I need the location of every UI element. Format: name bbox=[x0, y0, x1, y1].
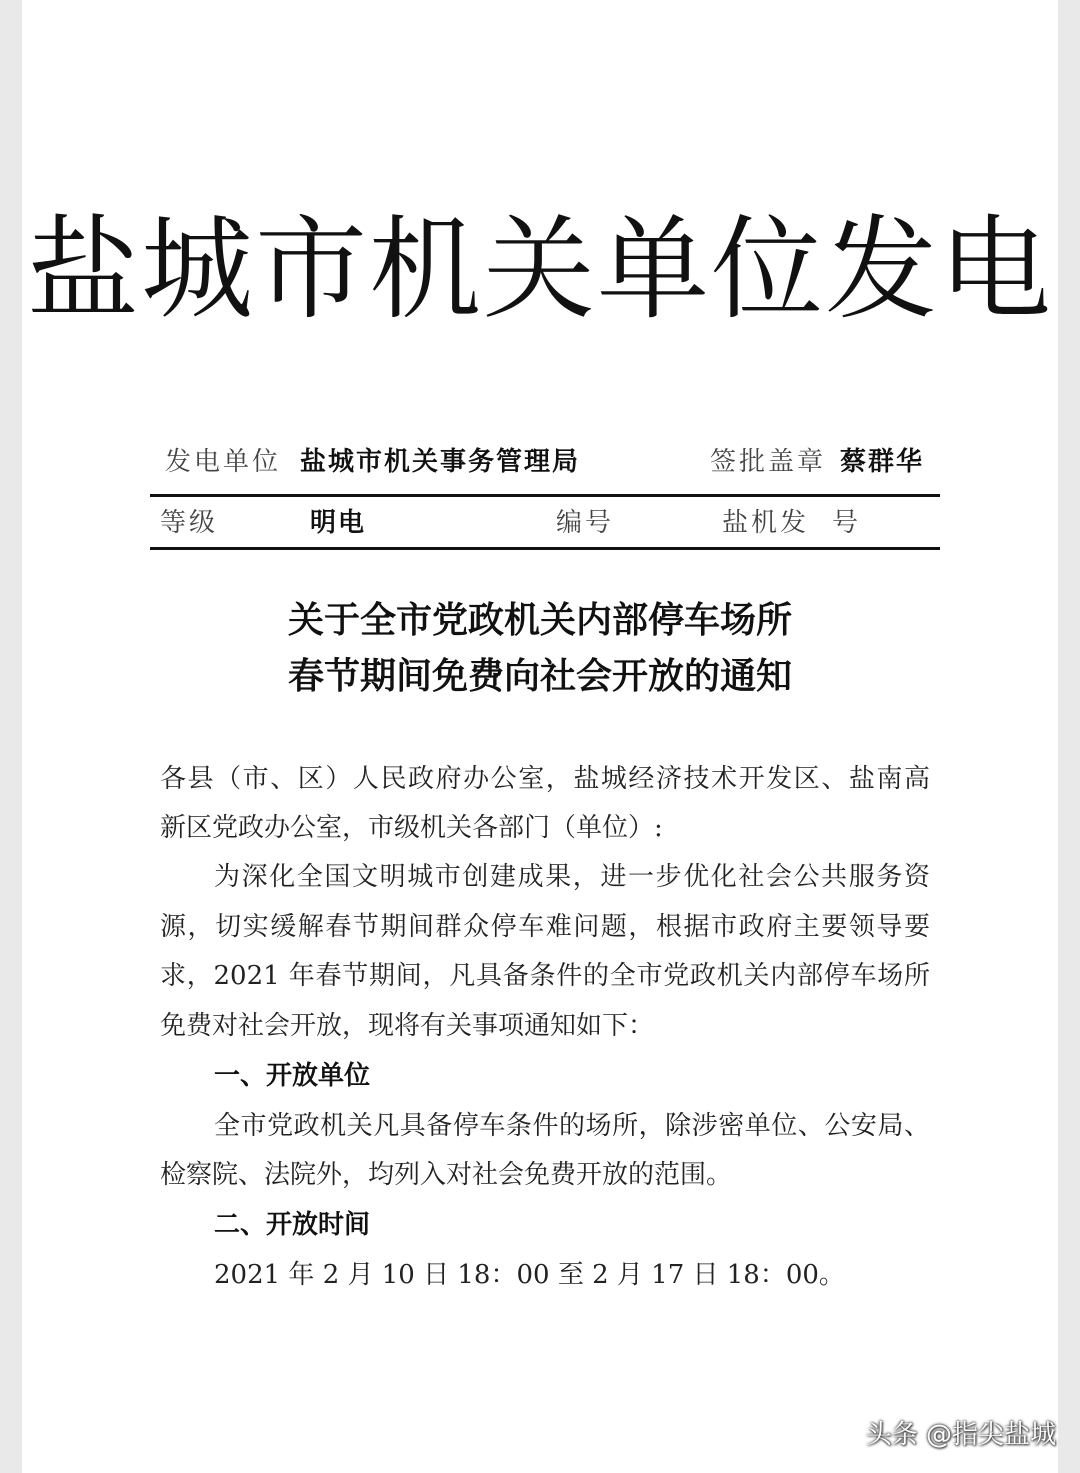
notice-title-line1: 关于全市党政机关内部停车场所 bbox=[287, 599, 792, 641]
paragraph1-line4: 免费对社会开放，现将有关事项通知如下： bbox=[160, 1011, 655, 1041]
header-divider-bottom bbox=[150, 547, 940, 550]
number-value: 盐机发 bbox=[722, 508, 810, 538]
sender-value: 盐城市机关事务管理局 bbox=[300, 447, 581, 477]
grade-value: 明电 bbox=[310, 508, 367, 538]
section2-heading: 二、开放时间 bbox=[214, 1210, 371, 1240]
section2-line1: 2021 年 2 月 10 日 18：00 至 2 月 17 日 18：00。 bbox=[214, 1260, 845, 1290]
number-suffix: 号 bbox=[832, 508, 862, 538]
addressee-line2: 新区党政办公室，市级机关各部门（单位）: bbox=[160, 813, 663, 843]
notice-title-line2: 春节期间免费向社会开放的通知 bbox=[287, 655, 792, 697]
addressee-line1: 各县（市、区）人民政府办公室，盐城经济技术开发区、盐南高 bbox=[160, 764, 930, 794]
telegram-header-title: 盐城市机关单位发电 bbox=[27, 205, 1053, 335]
section1-line2: 检察院、法院外，均列入对社会免费开放的范围。 bbox=[160, 1160, 733, 1190]
signer-label: 签批盖章 bbox=[710, 447, 827, 477]
number-label: 编号 bbox=[556, 508, 615, 538]
grade-row bbox=[150, 497, 940, 549]
grade-label: 等级 bbox=[160, 508, 219, 538]
section1-line1: 全市党政机关凡具备停车条件的场所，除涉密单位、公安局、 bbox=[214, 1111, 930, 1141]
source-watermark: 头条 @指尖盐城 bbox=[865, 1420, 1056, 1450]
signer-value: 蔡群华 bbox=[840, 447, 925, 477]
sender-row bbox=[150, 436, 940, 488]
paragraph1-line3: 求，2021 年春节期间，凡具备条件的全市党政机关内部停车场所 bbox=[160, 961, 930, 991]
section1-heading: 一、开放单位 bbox=[214, 1061, 371, 1091]
sender-label: 发电单位 bbox=[165, 447, 282, 477]
paragraph1-line2: 源，切实缓解春节期间群众停车难问题，根据市政府主要领导要 bbox=[160, 912, 930, 942]
paragraph1-line1: 为深化全国文明城市创建成果，进一步优化社会公共服务资 bbox=[214, 862, 930, 892]
